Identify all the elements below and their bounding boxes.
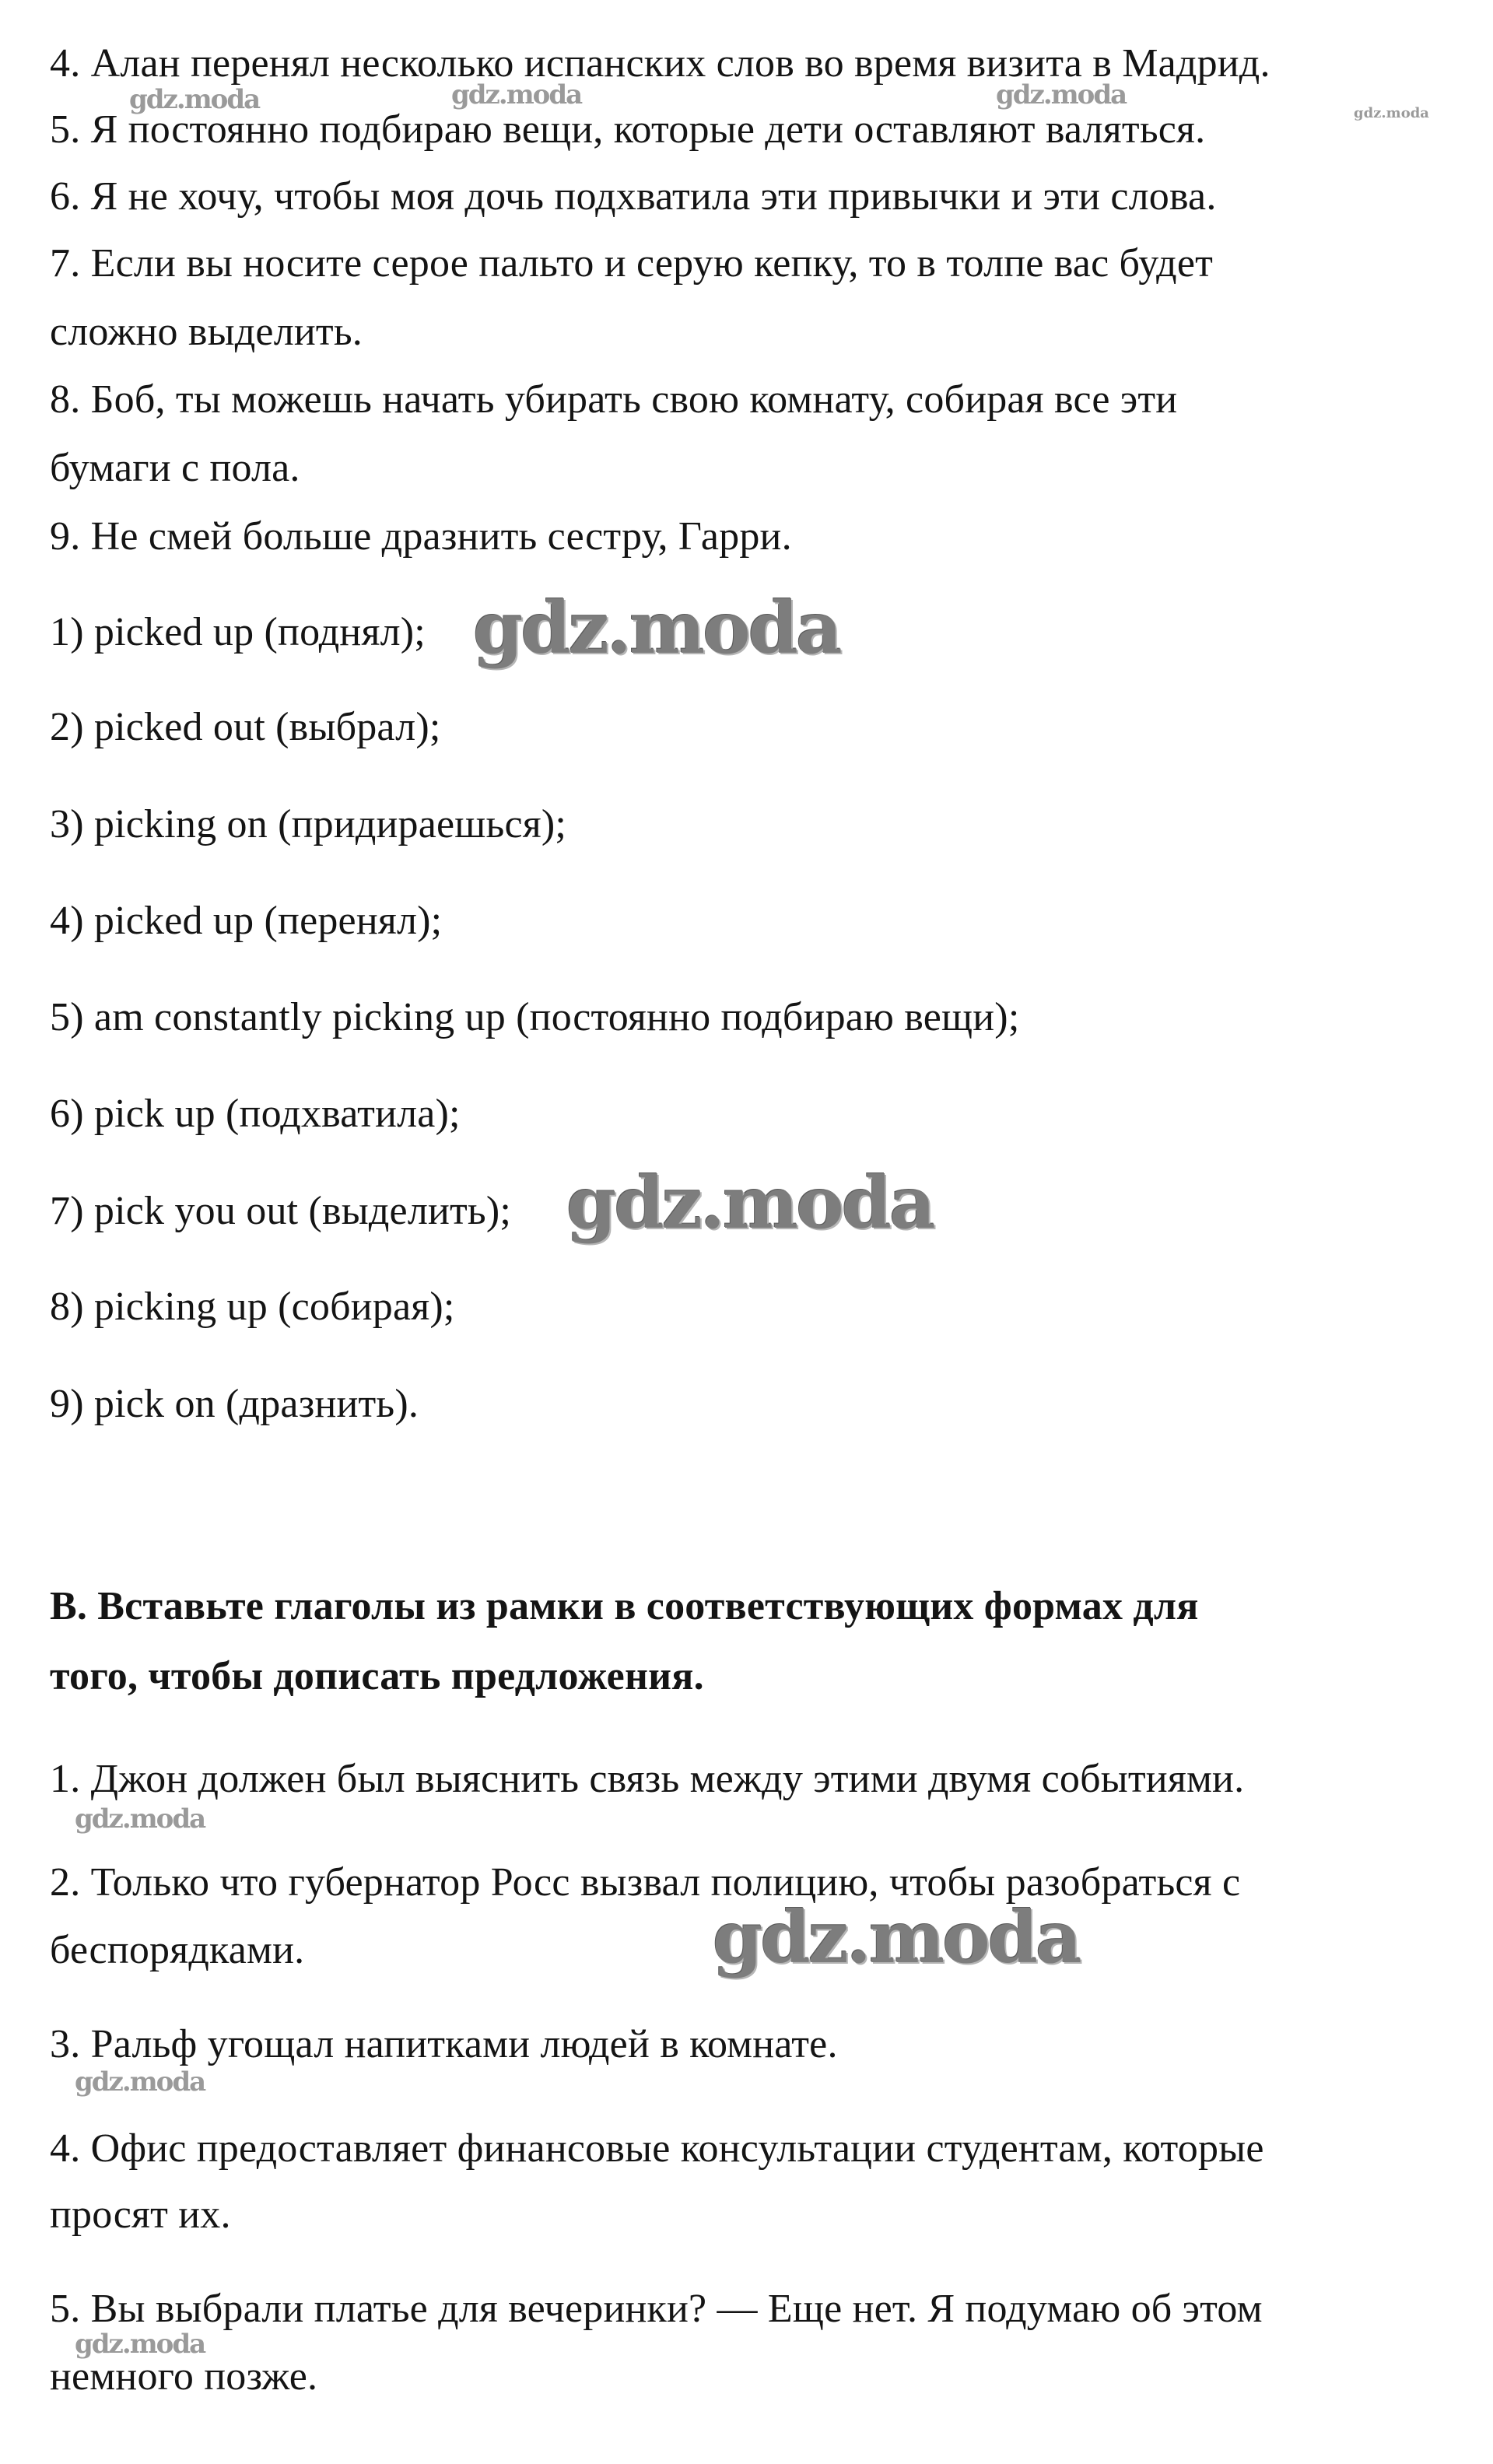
section-b-line-4: 4. Офис предоставляет финансовые консультации студентам, которые <box>50 2126 1264 2171</box>
sentence-5: 5. Я постоянно подбираю вещи, которые дети оставляют валяться. <box>50 107 1206 152</box>
answer-6: 6) pick up (подхватила); <box>50 1092 461 1136</box>
sentence-7: 7. Если вы носите серое пальто и серую кепку, то в толпе вас будет <box>50 241 1214 286</box>
section-b-line-2-cont: беспорядками. <box>50 1928 305 1972</box>
watermark: gdz.moda <box>129 84 260 115</box>
watermark: gdz.moda <box>75 2066 205 2098</box>
section-b-line-5-cont: немного позже. <box>50 2354 318 2399</box>
watermark: gdz.moda <box>566 1161 934 1245</box>
section-b-line-1: 1. Джон должен был выяснить связь между этими двумя событиями. <box>50 1757 1245 1801</box>
section-b-line-5: 5. Вы выбрали платье для вечеринки? — Еще нет. Я подумаю об этом <box>50 2287 1263 2331</box>
watermark: gdz.moda <box>451 79 582 110</box>
section-b-line-3: 3. Ральф угощал напитками людей в комнате. <box>50 2022 838 2066</box>
sentence-6: 6. Я не хочу, чтобы моя дочь подхватила эти привычки и эти слова. <box>50 174 1217 219</box>
answer-7: 7) pick you out (выделить); <box>50 1189 512 1233</box>
sentence-9: 9. Не смей больше дразнить сестру, Гарри. <box>50 514 792 559</box>
answer-2: 2) picked out (выбрал); <box>50 705 441 749</box>
section-b-line-2: 2. Только что губернатор Росс вызвал полицию, чтобы разобраться с <box>50 1860 1241 1905</box>
answer-5: 5) am constantly picking up (постоянно подбираю вещи); <box>50 995 1020 1039</box>
section-b-heading-cont: того, чтобы дописать предложения. <box>50 1654 704 1698</box>
sentence-7-cont: сложно выделить. <box>50 310 363 354</box>
section-b-line-4-cont: просят их. <box>50 2192 231 2237</box>
answer-1: 1) picked up (поднял); <box>50 610 426 654</box>
watermark: gdz.moda <box>473 586 840 670</box>
sentence-4: 4. Алан перенял несколько испанских слов во время визита в Мадрид. <box>50 41 1270 86</box>
watermark: gdz.moda <box>1354 105 1429 121</box>
watermark: gdz.moda <box>996 79 1127 110</box>
answer-4: 4) picked up (перенял); <box>50 899 443 943</box>
answer-8: 8) picking up (собирая); <box>50 1285 455 1329</box>
watermark: gdz.moda <box>75 2329 205 2360</box>
watermark: gdz.moda <box>75 1803 205 1835</box>
watermark: gdz.moda <box>713 1895 1080 1979</box>
answer-3: 3) picking on (придираешься); <box>50 802 567 846</box>
sentence-8-cont: бумаги с пола. <box>50 446 300 490</box>
section-b-heading: B. Вставьте глаголы из рамки в соответствующих формах для <box>50 1584 1199 1628</box>
sentence-8: 8. Боб, ты можешь начать убирать свою комнату, собирая все эти <box>50 377 1178 422</box>
answer-9: 9) pick on (дразнить). <box>50 1382 419 1426</box>
